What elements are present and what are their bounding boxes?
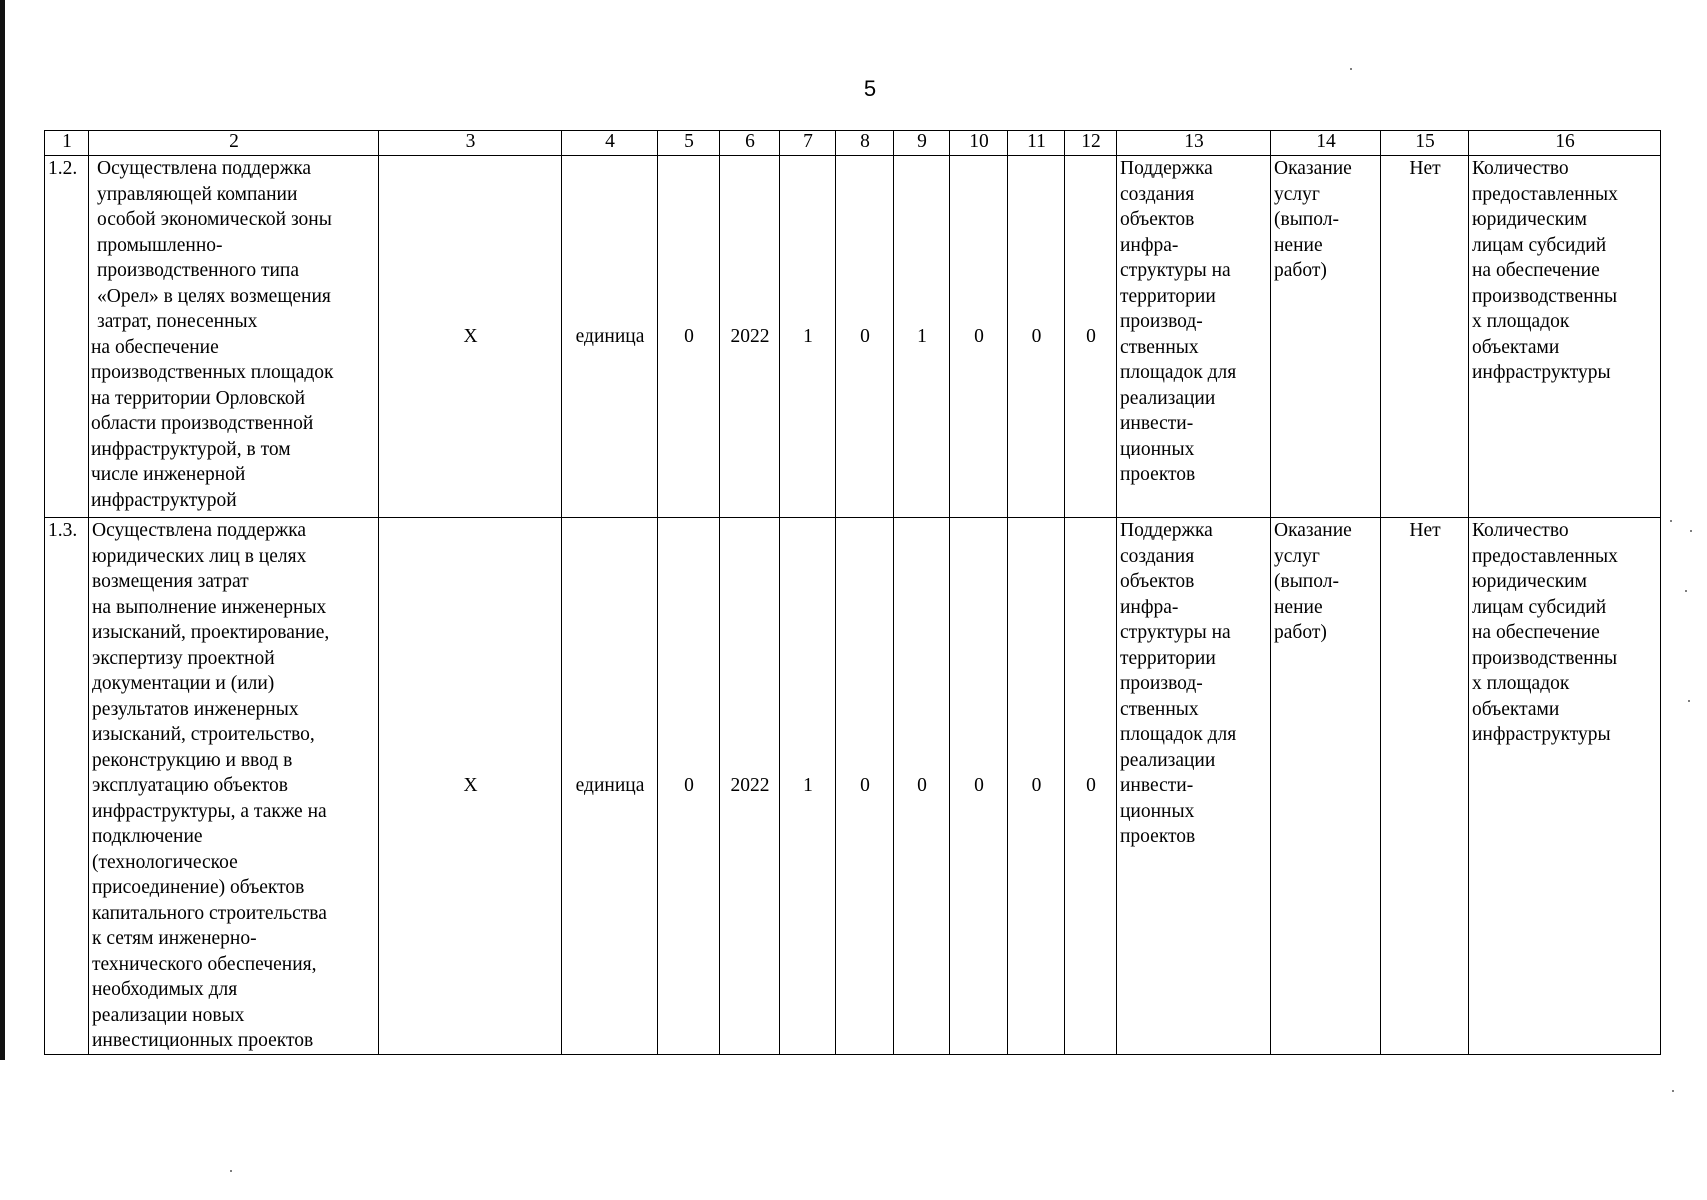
description-line: технического обеспечения, <box>92 953 317 975</box>
description-line: инфраструктурой, в том <box>91 438 291 460</box>
table-row <box>45 518 1661 1055</box>
indicator-line: производственны <box>1472 285 1618 307</box>
support-line: объектов <box>1120 209 1195 230</box>
support-line: структуры на <box>1120 622 1231 643</box>
description-line: изысканий, проектирование, <box>92 622 330 643</box>
result-line: (выпол- <box>1274 209 1339 230</box>
cell-col9: 0 <box>894 518 950 1055</box>
indicator-line: Количество <box>1472 520 1569 541</box>
cell-indicator <box>1469 518 1661 1055</box>
cell-indicator <box>1469 156 1661 518</box>
description-line: промышленно- <box>97 234 223 256</box>
cell-col11: 0 <box>1008 518 1065 1055</box>
row-number: 1.2. <box>45 156 89 518</box>
scan-speck <box>1672 1090 1674 1092</box>
row-number: 1.3. <box>45 518 89 1055</box>
indicator-line: Количество <box>1472 158 1569 179</box>
cell-col10: 0 <box>950 156 1008 518</box>
result-line: Оказание <box>1274 158 1352 179</box>
description-line: Осуществлена поддержка <box>92 520 307 541</box>
description-line: на обеспечение <box>91 336 219 358</box>
support-line: объектов <box>1120 571 1195 592</box>
scan-speck <box>230 1170 232 1172</box>
description-line: необходимых для <box>92 979 238 1000</box>
description-line: Осуществлена поддержка <box>97 158 312 179</box>
description-line: результатов инженерных <box>92 698 299 720</box>
indicator-line: на обеспечение <box>1472 622 1600 643</box>
page-number: 5 <box>863 76 877 101</box>
column-header-6: 6 <box>720 131 780 156</box>
scan-edge-mark <box>0 0 5 1060</box>
column-header-16: 16 <box>1469 131 1661 156</box>
indicator-line: на обеспечение <box>1472 260 1600 281</box>
support-line: Поддержка <box>1120 158 1213 179</box>
result-line: работ) <box>1274 260 1327 281</box>
column-header-2: 2 <box>89 131 379 156</box>
column-header-8: 8 <box>836 131 894 156</box>
indicator-line: объектами <box>1472 336 1560 358</box>
description-line: возмещения затрат <box>92 571 249 592</box>
description-line: инвестиционных проектов <box>92 1030 314 1051</box>
description-line: инфраструктурой <box>91 489 237 511</box>
support-line: реализации <box>1120 749 1216 771</box>
cell-support-type <box>1117 518 1271 1055</box>
data-table <box>44 130 1661 1055</box>
support-line: создания <box>1120 183 1195 205</box>
description-line: к сетям инженерно- <box>92 928 257 949</box>
description-line: подключение <box>92 826 203 847</box>
description-line: эксплуатацию объектов <box>92 775 288 796</box>
row-description <box>89 518 379 1055</box>
cell-col7: 1 <box>780 518 836 1055</box>
result-line: нение <box>1274 234 1323 256</box>
scan-speck <box>1685 590 1687 592</box>
column-header-3: 3 <box>379 131 562 156</box>
description-line: на выполнение инженерных <box>92 596 327 618</box>
cell-col10: 0 <box>950 518 1008 1055</box>
indicator-line: инфраструктуры <box>1472 362 1611 383</box>
description-line: изысканий, строительство, <box>92 724 315 745</box>
result-line: услуг <box>1274 545 1320 567</box>
cell-col12: 0 <box>1065 518 1117 1055</box>
scan-speck <box>1690 530 1692 532</box>
description-line: «Орел» в целях возмещения <box>97 285 331 307</box>
description-line: производственных площадок <box>91 362 334 383</box>
description-line: капитального строительства <box>92 902 327 924</box>
scan-speck <box>1350 68 1352 70</box>
support-line: реализации <box>1120 387 1216 409</box>
support-line: ционных <box>1120 800 1195 822</box>
column-header-4: 4 <box>562 131 658 156</box>
indicator-line: производственны <box>1472 647 1618 669</box>
description-line: на территории Орловской <box>91 387 306 409</box>
cell-result-type <box>1271 156 1381 518</box>
row-description <box>89 156 379 518</box>
indicator-line: юридическим <box>1472 571 1587 592</box>
support-line: инвести- <box>1120 413 1194 434</box>
support-line: Поддержка <box>1120 520 1213 541</box>
support-line: инфра- <box>1120 234 1179 256</box>
cell-col11: 0 <box>1008 156 1065 518</box>
cell-col8: 0 <box>836 156 894 518</box>
cell-col15: Нет <box>1381 518 1469 1055</box>
support-line: ственных <box>1120 698 1199 720</box>
column-header-13: 13 <box>1117 131 1271 156</box>
indicator-line: х площадок <box>1472 311 1570 332</box>
support-line: производ- <box>1120 673 1203 694</box>
support-line: проектов <box>1120 464 1196 485</box>
cell-col5: 0 <box>658 518 720 1055</box>
cell-col8: 0 <box>836 518 894 1055</box>
description-line: производственного типа <box>97 260 299 281</box>
column-header-12: 12 <box>1065 131 1117 156</box>
cell-col3: X <box>379 518 562 1055</box>
cell-year: 2022 <box>720 518 780 1055</box>
cell-col7: 1 <box>780 156 836 518</box>
description-line: инфраструктуры, а также на <box>92 800 327 822</box>
description-line: управляющей компании <box>97 183 298 205</box>
support-line: создания <box>1120 545 1195 567</box>
column-header-9: 9 <box>894 131 950 156</box>
description-line: особой экономической зоны <box>97 209 332 230</box>
column-header-11: 11 <box>1008 131 1065 156</box>
result-line: (выпол- <box>1274 571 1339 592</box>
indicator-line: лицам субсидий <box>1472 596 1607 618</box>
result-line: услуг <box>1274 183 1320 205</box>
indicator-line: предоставленных <box>1472 183 1618 205</box>
cell-unit: единица <box>562 156 658 518</box>
support-line: площадок для <box>1120 362 1237 383</box>
cell-result-type <box>1271 518 1381 1055</box>
column-header-5: 5 <box>658 131 720 156</box>
description-line: реконструкцию и ввод в <box>92 749 293 771</box>
support-line: ственных <box>1120 336 1199 358</box>
indicator-line: х площадок <box>1472 673 1570 694</box>
description-line: экспертизу проектной <box>92 647 275 669</box>
description-line: реализации новых <box>92 1004 245 1026</box>
column-header-15: 15 <box>1381 131 1469 156</box>
cell-col9: 1 <box>894 156 950 518</box>
scan-speck <box>1688 700 1690 702</box>
cell-col5: 0 <box>658 156 720 518</box>
column-header-10: 10 <box>950 131 1008 156</box>
column-header-7: 7 <box>780 131 836 156</box>
indicator-line: инфраструктуры <box>1472 724 1611 745</box>
support-line: ционных <box>1120 438 1195 460</box>
cell-col12: 0 <box>1065 156 1117 518</box>
support-line: территории <box>1120 647 1216 669</box>
column-header-14: 14 <box>1271 131 1381 156</box>
table-row <box>45 156 1661 518</box>
description-line: числе инженерной <box>91 464 246 485</box>
cell-support-type <box>1117 156 1271 518</box>
description-line: затрат, понесенных <box>97 311 258 332</box>
indicator-line: юридическим <box>1472 209 1587 230</box>
column-header-1: 1 <box>45 131 89 156</box>
scan-speck <box>1670 520 1672 522</box>
support-line: площадок для <box>1120 724 1237 745</box>
result-line: нение <box>1274 596 1323 618</box>
indicator-line: предоставленных <box>1472 545 1618 567</box>
support-line: территории <box>1120 285 1216 307</box>
indicator-line: лицам субсидий <box>1472 234 1607 256</box>
support-line: инфра- <box>1120 596 1179 618</box>
support-line: проектов <box>1120 826 1196 847</box>
description-line: документации и (или) <box>92 673 275 694</box>
cell-col3: X <box>379 156 562 518</box>
support-line: структуры на <box>1120 260 1231 281</box>
cell-year: 2022 <box>720 156 780 518</box>
description-line: присоединение) объектов <box>92 877 305 898</box>
description-line: юридических лиц в целях <box>92 545 307 567</box>
result-line: работ) <box>1274 622 1327 643</box>
support-line: производ- <box>1120 311 1203 332</box>
description-line: (технологическое <box>92 851 238 873</box>
result-line: Оказание <box>1274 520 1352 541</box>
description-line: области производственной <box>91 413 314 434</box>
header-row <box>45 131 1661 156</box>
support-line: инвести- <box>1120 775 1194 796</box>
cell-unit: единица <box>562 518 658 1055</box>
cell-col15: Нет <box>1381 156 1469 518</box>
indicator-line: объектами <box>1472 698 1560 720</box>
